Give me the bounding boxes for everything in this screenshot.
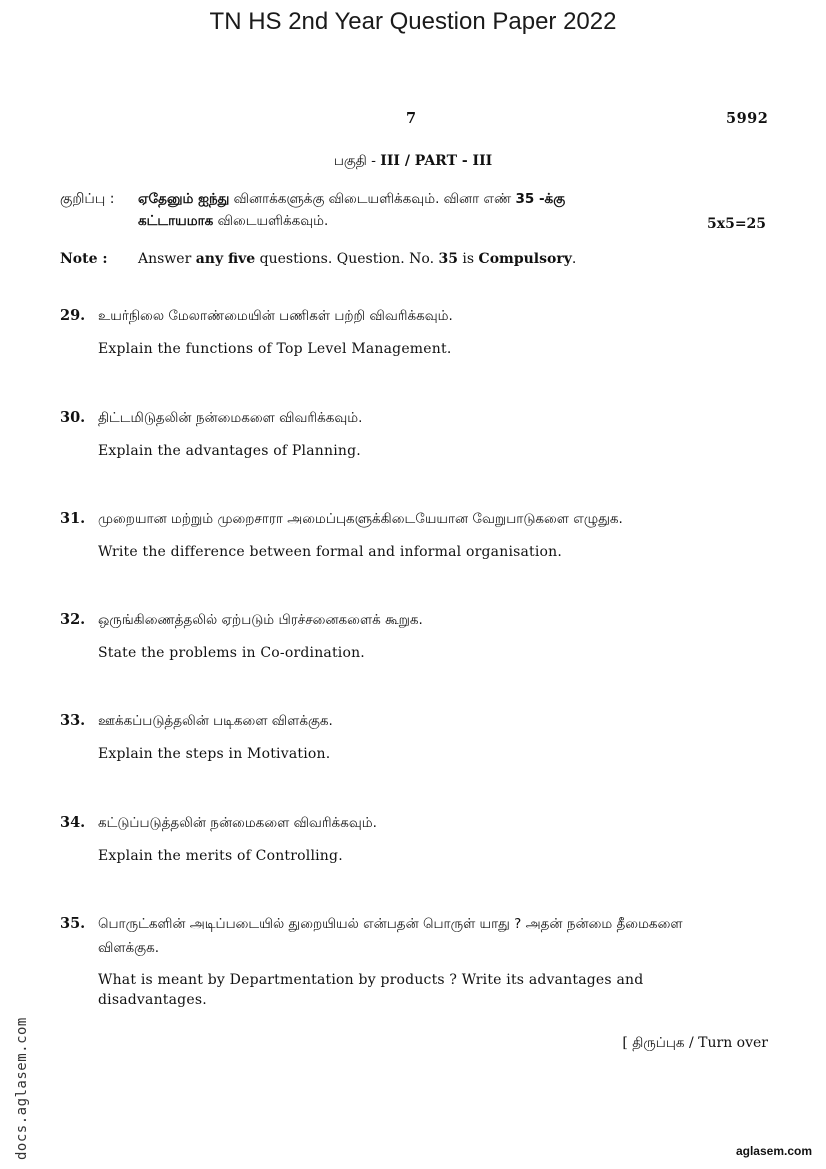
question-english: Explain the advantages of Planning. <box>98 443 361 459</box>
question-number: 32. <box>60 611 86 628</box>
part-heading-english: III / PART - III <box>380 153 493 169</box>
turn-over-tamil: திருப்புக <box>632 1035 685 1051</box>
turn-over-note <box>622 1035 768 1053</box>
question-tamil: உயர்நிலை மேலாண்மையின் பணிகள் பற்றி விவரிக்கவும். <box>98 308 453 324</box>
part-heading-tamil: பகுதி - <box>333 153 381 169</box>
kurippu-text-2: விடையளிக்கவும். <box>213 213 329 229</box>
note-is: is <box>457 251 479 267</box>
question-number: 31. <box>60 510 86 527</box>
question-number: 29. <box>60 307 86 324</box>
kurippu-bold-any-five: ஏதேனும் ஐந்து <box>138 191 230 207</box>
note-any-five: any five <box>195 251 256 267</box>
kurippu-line-2 <box>138 213 328 231</box>
question-number: 33. <box>60 712 86 729</box>
question-tamil: ஒருங்கிணைத்தலில் ஏற்படும் பிரச்சனைகளைக் கூறுக. <box>98 612 423 628</box>
question-english: Explain the steps in Motivation. <box>98 746 331 762</box>
note-text <box>138 251 576 267</box>
question-english: Explain the functions of Top Level Management. <box>98 341 452 357</box>
question-english: State the problems in Co-ordination. <box>98 645 365 661</box>
footer-brand: aglasem.com <box>735 1144 812 1158</box>
question-tamil: பொருட்களின் அடிப்படையில் துறையியல் என்பதன் பொருள் யாது ? அதன் நன்மை தீமைகளை விளக்குக. <box>98 916 683 956</box>
kurippu-label: குறிப்பு : <box>60 191 115 207</box>
paper-code: 5992 <box>726 110 769 127</box>
kurippu-text: வினாக்களுக்கு விடையளிக்கவும். வினா எண் <box>229 191 516 207</box>
note-q-number: 35 <box>438 251 458 267</box>
note-compulsory: Compulsory <box>478 251 572 267</box>
kurippu-bold-compulsory: கட்டாயமாக <box>138 213 214 229</box>
part-heading <box>0 153 826 171</box>
question-number: 34. <box>60 814 86 831</box>
question-number: 30. <box>60 409 86 426</box>
note-mid: questions. Question. No. <box>255 251 439 267</box>
kurippu-line-1 <box>138 191 565 209</box>
note-label: Note : <box>60 251 108 267</box>
marks-scheme: 5x5=25 <box>707 216 767 232</box>
question-number: 35. <box>60 915 86 932</box>
question-english: What is meant by Departmentation by products ? Write its advantages and disadvantages. <box>98 972 644 1008</box>
turn-over-bracket: [ <box>622 1035 633 1051</box>
note-pre: Answer <box>138 251 196 267</box>
turn-over-english: / Turn over <box>684 1035 768 1051</box>
question-english: Write the difference between formal and informal organisation. <box>98 544 563 560</box>
question-tamil: திட்டமிடுதலின் நன்மைகளை விவரிக்கவும். <box>98 410 363 426</box>
question-english: Explain the merits of Controlling. <box>98 848 343 864</box>
question-tamil: கட்டுப்படுத்தலின் நன்மைகளை விவரிக்கவும். <box>98 815 377 831</box>
kurippu-bold-q35: 35 -க்கு <box>515 191 566 207</box>
page-number: 7 <box>406 110 417 127</box>
question-tamil: ஊக்கப்படுத்தலின் படிகளை விளக்குக. <box>98 713 333 729</box>
side-watermark: docs.aglasem.com <box>14 1017 30 1160</box>
banner-title: TN HS 2nd Year Question Paper 2022 <box>209 8 617 35</box>
question-tamil: முறையான மற்றும் முறைசாரா அமைப்புகளுக்கிடையேயான வேறுபாடுகளை எழுதுக. <box>98 511 623 527</box>
note-end: . <box>571 251 577 267</box>
